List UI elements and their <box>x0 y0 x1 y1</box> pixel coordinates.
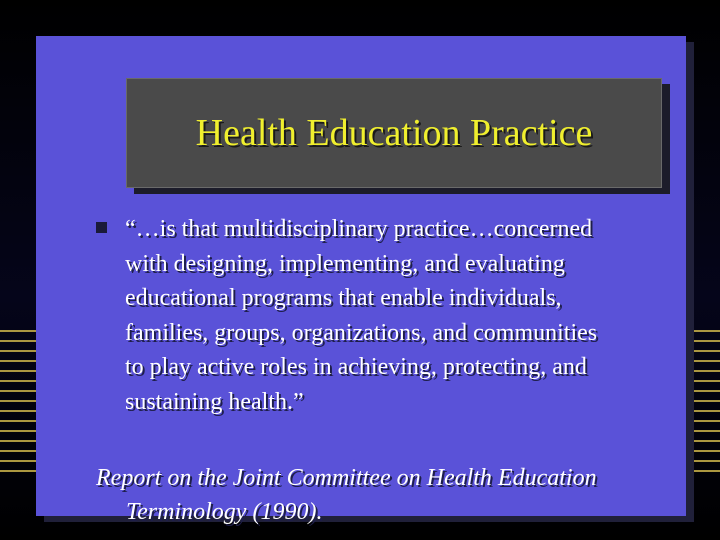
square-bullet-icon <box>96 222 107 233</box>
bullet-item <box>96 212 696 419</box>
citation-line: Terminology (1990). <box>126 499 323 525</box>
quote-line: educational programs that enable individuals, <box>125 285 562 311</box>
title-box <box>126 78 662 188</box>
quote-line: sustaining health.” <box>125 388 304 415</box>
slide-panel <box>36 36 686 525</box>
quote-line: to play active roles in achieving, protecting, and <box>125 354 587 380</box>
quote-line: “…is that multidisciplinary practice…concerned <box>125 216 593 242</box>
citation-line: Report on the Joint Committee on Health Education <box>96 465 597 491</box>
decorative-stripes-left <box>0 330 40 480</box>
quote-line: families, groups, organizations, and communities <box>125 319 598 346</box>
quote-line: with designing, implementing, and evaluating <box>125 250 565 277</box>
citation <box>96 461 696 529</box>
definition-quote <box>125 212 690 419</box>
slide-title: Health Education Practice <box>195 112 593 154</box>
